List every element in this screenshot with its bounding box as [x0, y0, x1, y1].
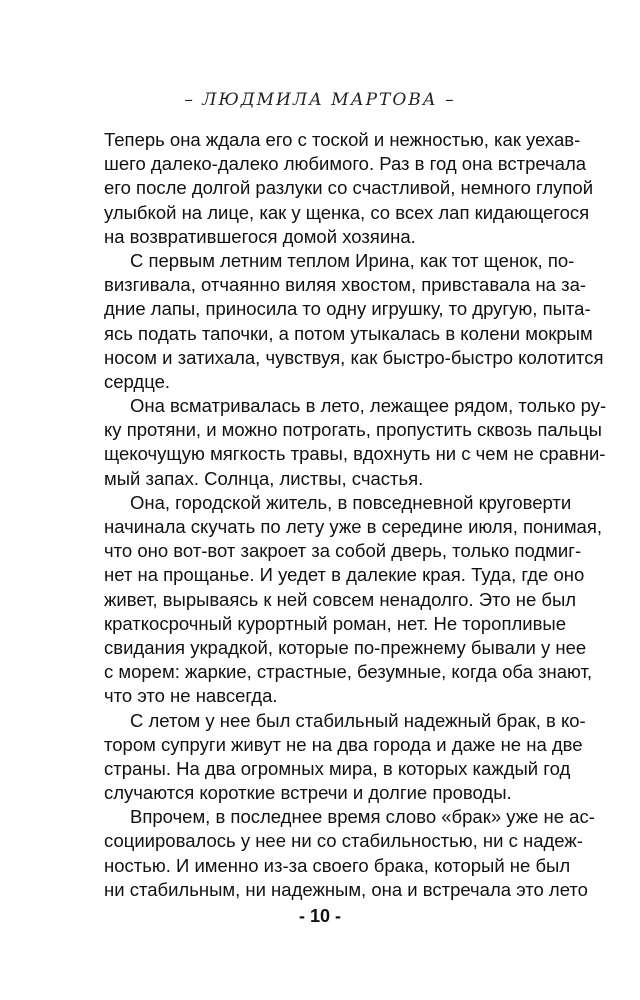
text-line: мый запах. Солнца, листвы, счастья.	[104, 467, 424, 489]
text-line: щекочущую мягкость травы, вдохнуть ни с чем не сравни-	[104, 443, 606, 465]
text-line: живет, вырываясь к ней совсем ненадолго. Это не был	[104, 588, 577, 610]
text-line: Впрочем, в последнее время слово «брак» уже не ас-	[130, 806, 595, 828]
text-line: Она всматривалась в лето, лежащее рядом, только ру-	[130, 395, 607, 417]
text-line: ку протяни, и можно потрогать, пропустить сквозь пальцы	[104, 419, 602, 441]
text-line: ни стабильным, ни надежным, она и встречала это лето	[104, 878, 588, 900]
text-line: что это не навсегда.	[104, 685, 278, 707]
text-line: С первым летним теплом Ирина, как тот щенок, по-	[130, 249, 575, 271]
text-line: шего далеко-далеко любимого. Раз в год она встречала	[104, 153, 587, 175]
text-line: начинала скучать по лету уже в середине июля, понимая,	[104, 516, 602, 537]
text-line: краткосрочный курортный роман, нет. Не торопливые	[104, 612, 566, 634]
text-line: сердце.	[104, 370, 171, 392]
text-line: на возвратившегося домой хозяина.	[104, 225, 416, 247]
text-line: Теперь она ждала его с тоской и нежностью, как уехав-	[104, 129, 581, 150]
text-line: улыбкой на лице, как у щенка, со всех лап кидающегося	[104, 201, 590, 223]
text-line: С летом у нее был стабильный надежный брак, в ко-	[130, 709, 586, 731]
text-line: социировалось у нее ни со стабильностью, ни с надеж-	[104, 830, 583, 852]
text-line: дние лапы, приносила то одну игрушку, то другую, пыта-	[104, 298, 591, 320]
text-line: его после долгой разлуки со счастливой, немного глупой	[104, 177, 594, 199]
text-line: что оно вот-вот закроет за собой дверь, только подмиг-	[104, 540, 582, 562]
text-line: свидания украдкой, которые по-прежнему бывали у нее	[104, 636, 587, 658]
text-line: ясь подать тапочки, а потом утыкалась в колени мокрым	[104, 322, 593, 344]
running-header: – ЛЮДМИЛА МАРТОВА –	[184, 90, 456, 110]
text-line: нет на прощанье. И уедет в далекие края. Туда, где оно	[104, 564, 585, 586]
text-line: визгивала, отчаянно виляя хвостом, привставала на за-	[104, 274, 587, 296]
text-line: с морем: жаркие, страстные, безумные, когда оба знают,	[104, 661, 593, 683]
text-line: носом и затихала, чувствуя, как быстро-быстро колотится	[104, 346, 604, 368]
text-line: страны. На два огромных мира, в которых каждый год	[104, 757, 571, 779]
body-text	[104, 128, 607, 902]
text-line: тором супруги живут не на два города и даже не на две	[104, 733, 583, 755]
text-line: Она, городской житель, в повседневной круговерти	[130, 491, 572, 513]
text-line: ностью. И именно из-за своего брака, который не был	[104, 854, 571, 876]
text-line: случаются короткие встречи и долгие проводы.	[104, 782, 512, 804]
page-number: - 10 -	[298, 906, 341, 926]
